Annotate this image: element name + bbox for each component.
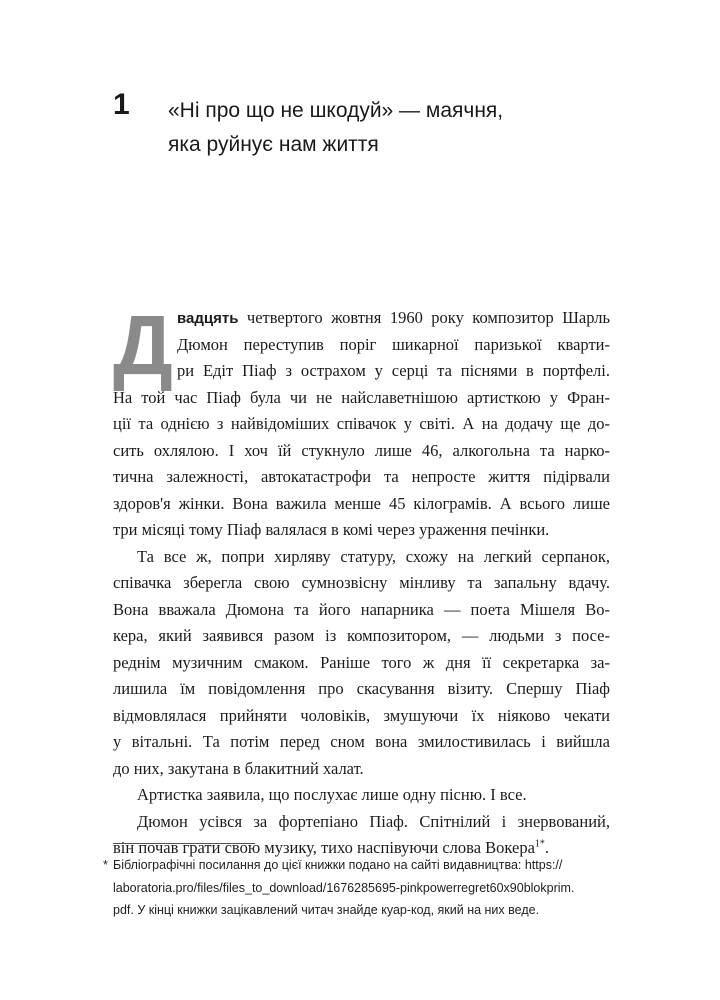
text-line: лишила їм повідомлення про скасування візиту. Спершу Піаф [113, 679, 610, 698]
chapter-title-line: яка руйнує нам життя [168, 133, 379, 156]
body-text [113, 298, 610, 862]
text-line [113, 305, 610, 332]
text-line: Дюмон усівся за фортепіано Піаф. Спітнілий і знервований, [137, 811, 610, 831]
lead-word: вадцять [177, 310, 239, 327]
footnote-line: pdf. У кінці книжки зацікавлений читач знайде куар-код, який на них веде. [113, 903, 540, 917]
text-line-content: він почав грати свою музику, тихо наспівуючи слова Вокера [113, 838, 535, 857]
text-line: кера, який заявився разом із композитором, — людьми з посе- [113, 626, 610, 645]
chapter-title-line: «Ні про що не шкодуй» — маячня, [168, 99, 504, 122]
text-line: сить охлялою. І хоч їй стукнуло лише 46, алкогольна та нарко- [113, 440, 610, 460]
footnote-line: laboratoria.pro/files/files_to_download/1676285695-pinkpowerregret60x90blokprim. [113, 880, 575, 895]
text-line: Та все ж, попри хирляву статуру, схожу на легкий серпанок, [137, 546, 610, 566]
text-line: відмовлялася прийняти чоловіків, змушуючи їх ніяково чекати [113, 705, 610, 725]
text-line: На той час Піаф була чи не найславетнішою артисткою у Фран- [113, 387, 610, 407]
text-line: тична залежності, автокатастрофи та непросте життя підірвали [113, 467, 610, 486]
text-line: до них, закутана в блакитний халат. [113, 758, 364, 778]
end-punctuation: . [544, 838, 550, 857]
footnote-divider [113, 843, 255, 844]
drop-cap: Д [113, 298, 173, 392]
chapter-number: 1 [113, 88, 130, 121]
text-line: Артистка заявила, що послухає лише одну пісню. І все. [137, 785, 527, 804]
chapter-title [168, 94, 503, 162]
text-line: ри Едіт Піаф з острахом у серці та піснями в портфелі. [177, 361, 610, 380]
text-line: три місяці тому Піаф валялася в комі через ураження печінки. [113, 520, 550, 539]
text-line: співачка зберегла свою сумнозвісну мінливу та запальну вдачу. [113, 573, 610, 592]
footnote-marker: * [103, 858, 108, 872]
text-line: у вітальні. Та потім перед сном вона змилостивилась і вийшла [113, 732, 610, 751]
text-line: ції та однією з найвідоміших співачок у світі. А на додачу ще до- [113, 414, 610, 433]
text-line-rest: четвертого жовтня 1960 року композитор Шарль [238, 308, 610, 327]
text-line: реднім музичним смаком. Раніше того ж дня її секретарка за- [113, 652, 610, 672]
text-line: здоров'я жінки. Вона важила менше 45 кілограмів. А всього лише [113, 493, 610, 513]
footnote [103, 854, 613, 922]
text-line: Вона вважала Дюмона та його напарника — поета Мішеля Во- [113, 599, 610, 619]
text-line: Дюмон переступив поріг шикарної паризької кварти- [177, 334, 610, 354]
footnote-reference[interactable]: 1* [534, 838, 545, 850]
footnote-line: Бібліографічні посилання до цієї книжки подано на сайті видавництва: https:// [113, 858, 563, 872]
